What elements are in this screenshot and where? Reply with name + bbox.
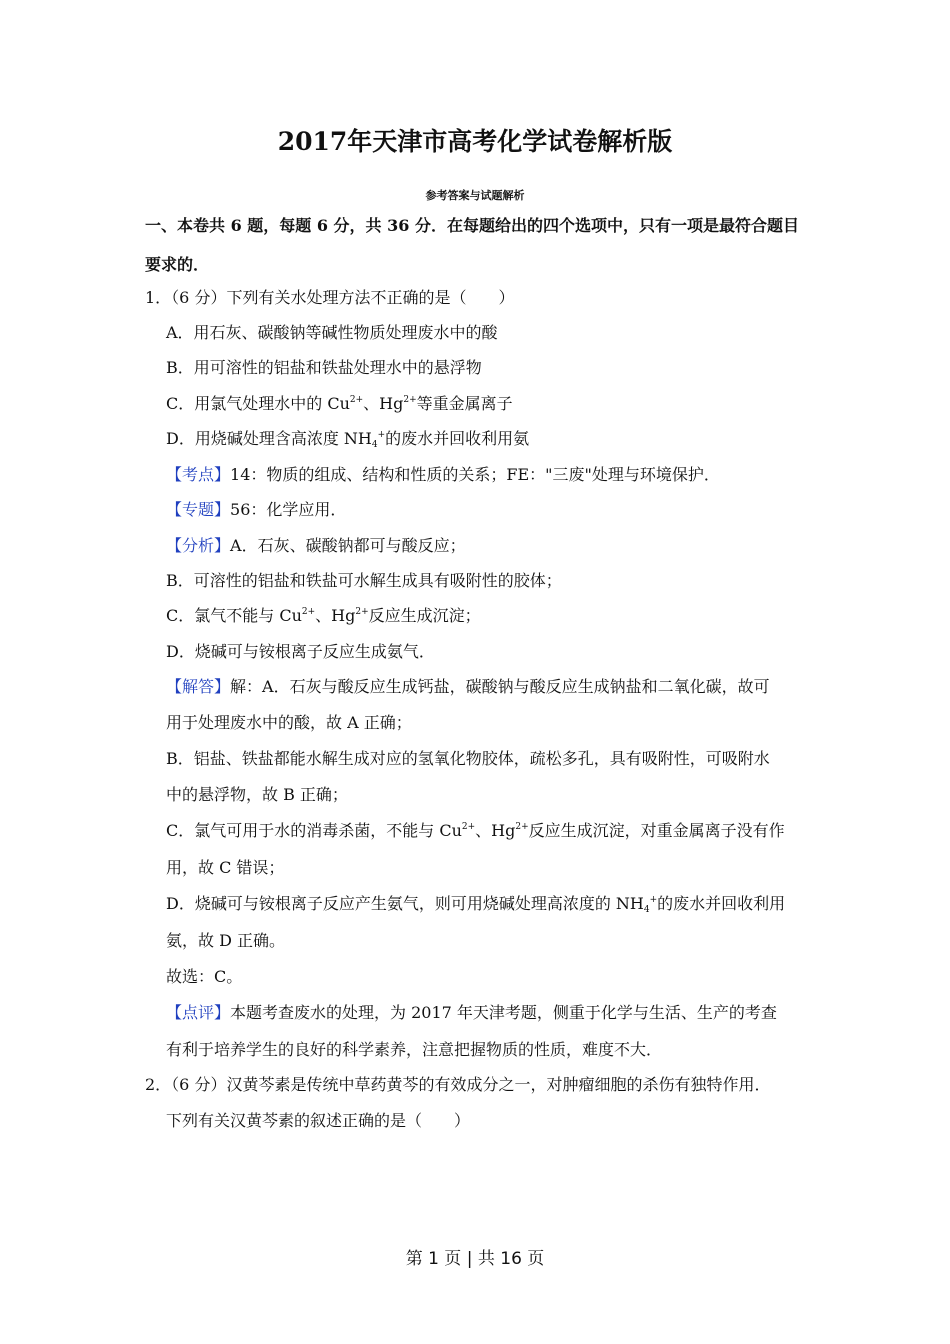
jieda-tag: 【解答】 [166, 677, 231, 696]
q1-option-c: C．用氯气处理水中的 $Cu^{2+}$、$Hg^{2+}$等重金属离子 [166, 394, 513, 413]
document-title: 2017年天津市高考化学试卷解析版 [277, 127, 673, 156]
section-heading-line2: 要求的． [145, 255, 210, 274]
q1-jieda-c1: C．氯气可用于水的消毒杀菌，不能与 $Cu^{2+}$、$Hg^{2+}$反应生成沉淀，对重金属离子没有作 [166, 821, 785, 840]
dianping-tag: 【点评】 [166, 1003, 231, 1022]
page-footer: 第 1 页 | 共 16 页 [405, 1249, 545, 1269]
q1-jieda-d2: 氨，故 D 正确。 [166, 931, 286, 950]
q2-stem-line1: 2．（6 分）汉黄芩素是传统中草药黄芩的有效成分之一，对肿瘤细胞的杀伤有独特作用． [145, 1075, 771, 1094]
q1-kaodian: 【考点】14：物质的组成、结构和性质的关系；FE："三废"处理与环境保护． [166, 465, 720, 484]
kaodian-tag: 【考点】 [166, 465, 231, 484]
q1-jieda-b1: B．铝盐、铁盐都能水解生成对应的氢氧化物胶体，疏松多孔，具有吸附性，可吸附水 [166, 749, 770, 768]
q1-jieda-c2: 用，故 C 错误； [166, 858, 285, 877]
q1-dianping-2: 有利于培养学生的良好的科学素养，注意把握物质的性质，难度不大． [166, 1040, 663, 1059]
q1-zhuanti: 【专题】56：化学应用． [166, 500, 347, 519]
section-heading-line1: 一、本卷共 6 题，每题 6 分，共 36 分．在每题给出的四个选项中，只有一项是最符合题目 [145, 216, 799, 235]
q1-dianping: 【点评】本题考查废水的处理，为 2017 年天津考题，侧重于化学与生活、生产的考查 [166, 1003, 777, 1022]
q1-fenxi-d: D．烧碱可与铵根离子反应生成氨气． [166, 642, 435, 661]
q1-jieda: 【解答】解：A．石灰与酸反应生成钙盐，碳酸钠与酸反应生成钠盐和二氧化碳，故可 [166, 677, 770, 696]
q1-option-d: D．用烧碱处理含高浓度 $NH_4^+$的废水并回收利用氨 [166, 429, 530, 450]
q1-option-a: A．用石灰、碳酸钠等碱性物质处理废水中的酸 [166, 323, 498, 342]
q1-answer: 故选：C。 [166, 967, 243, 986]
q1-fenxi-b: B．可溶性的铝盐和铁盐可水解生成具有吸附性的胶体； [166, 571, 562, 590]
fenxi-tag: 【分析】 [166, 536, 231, 555]
document-subtitle: 参考答案与试题解析 [425, 189, 525, 202]
q1-jieda-d1: D．烧碱可与铵根离子反应产生氨气，则可用烧碱处理高浓度的 $NH_4^+$的废水并回收利用 [166, 894, 786, 915]
q1-jieda-a2: 用于处理废水中的酸，故 A 正确； [166, 713, 412, 732]
q1-stem: 1．（6 分）下列有关水处理方法不正确的是（ ） [145, 288, 515, 307]
q1-fenxi-c: C．氯气不能与 $Cu^{2+}$、$Hg^{2+}$反应生成沉淀； [166, 606, 481, 625]
q1-fenxi: 【分析】A．石灰、碳酸钠都可与酸反应； [166, 536, 466, 555]
q1-option-b: B．用可溶性的铝盐和铁盐处理水中的悬浮物 [166, 358, 482, 377]
zhuanti-tag: 【专题】 [166, 500, 231, 519]
q2-stem-line2: 下列有关汉黄芩素的叙述正确的是（ ） [166, 1111, 471, 1130]
q1-jieda-b2: 中的悬浮物，故 B 正确； [166, 785, 348, 804]
